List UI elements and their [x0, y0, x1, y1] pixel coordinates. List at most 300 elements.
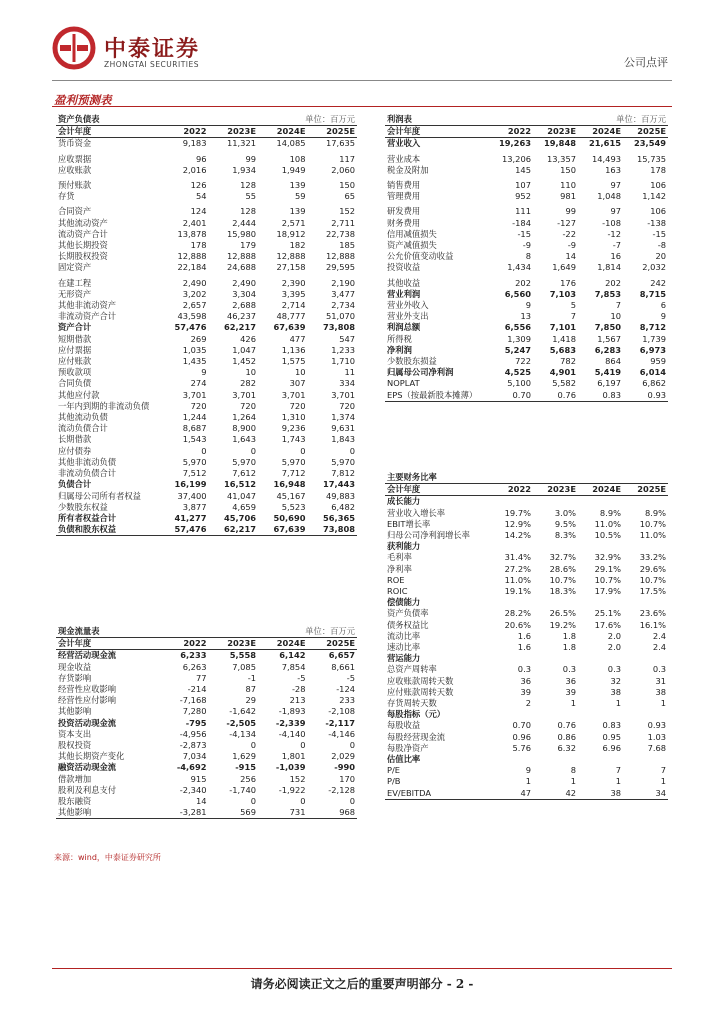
row-label: 销售费用: [387, 180, 421, 191]
table-row: [385, 720, 668, 731]
row-value: 1,136: [281, 344, 306, 355]
row-label: 营业利润: [387, 288, 421, 299]
row-value: 150: [339, 180, 356, 191]
row-value: 59: [294, 191, 306, 202]
row-value: 9,183: [182, 138, 207, 149]
row-value: 18,912: [276, 228, 306, 239]
row-value: 15,980: [226, 228, 256, 239]
row-value: 7,103: [549, 288, 576, 299]
row-value: 19,263: [498, 138, 531, 149]
row-value: 24,688: [226, 262, 256, 273]
row-value: 50,690: [273, 512, 306, 523]
table-row: [385, 218, 668, 229]
row-value: 1,048: [597, 191, 621, 202]
row-value: 22,184: [177, 262, 207, 273]
table-row: [56, 138, 357, 150]
row-label: 其他长期投资: [58, 240, 108, 251]
row-value: 426: [240, 333, 256, 344]
row-value: 1,142: [642, 191, 667, 202]
row-value: 1: [615, 698, 621, 709]
row-value: 9: [201, 367, 207, 378]
row-label: 应付账款: [58, 356, 92, 367]
table-row: [385, 154, 668, 165]
row-value: 38: [578, 788, 623, 800]
row-value: 3,202: [182, 288, 207, 299]
table-row: [56, 278, 357, 289]
row-value: 42: [533, 788, 578, 800]
row-value: 29,595: [326, 262, 356, 273]
table-row: [385, 367, 668, 378]
row-value: 2,390: [281, 277, 306, 288]
row-value: 8.3%: [554, 530, 576, 541]
row-value: 5: [570, 300, 576, 311]
row-value: 0.3: [517, 664, 531, 675]
row-value: 1,649: [552, 262, 576, 273]
row-label: 固定资产: [58, 262, 92, 273]
row-value: 16,512: [223, 479, 256, 490]
table-row: [385, 356, 668, 367]
row-label: 获利能力: [387, 541, 421, 552]
row-value: 5,558: [229, 650, 256, 661]
row-value: 32.7%: [549, 552, 576, 563]
section-subheader-row: [385, 653, 668, 664]
row-value: 720: [339, 400, 356, 411]
row-label: 短期借款: [58, 333, 92, 344]
table-row: [385, 508, 668, 519]
column-header: 2024E: [578, 484, 623, 496]
row-value: 33.2%: [639, 552, 667, 563]
row-label: 应付账款周转天数: [387, 686, 454, 697]
table-row: [385, 206, 668, 217]
table-header-row: [385, 484, 668, 496]
row-value: -138: [647, 217, 667, 228]
table-row: [56, 262, 357, 273]
row-value: 97: [610, 180, 621, 191]
row-value: 1: [615, 776, 621, 787]
table-row: [385, 191, 668, 202]
row-value: 5,247: [504, 344, 531, 355]
row-value: 11,321: [226, 138, 256, 149]
row-value: 7: [570, 311, 576, 322]
row-value: 6,482: [331, 501, 356, 512]
table-row: [56, 218, 357, 229]
row-value: -1,893: [278, 706, 306, 717]
row-value: [488, 496, 533, 508]
row-value: 124: [190, 206, 207, 217]
table-row: [56, 378, 357, 389]
row-label: 其他收益: [387, 277, 421, 288]
row-value: 720: [240, 400, 256, 411]
table-row: [56, 434, 357, 445]
row-value: 8.9%: [599, 507, 621, 518]
row-value: 8,661: [331, 661, 356, 672]
row-value: 12,888: [226, 251, 256, 262]
section-subheader-row: [385, 709, 668, 720]
row-value: 73,808: [308, 524, 358, 536]
row-value: 6,283: [594, 344, 621, 355]
section-subheader-row: [385, 541, 668, 552]
row-value: 99: [245, 153, 256, 164]
row-value: -1,740: [229, 784, 256, 795]
row-label: 税金及附加: [387, 164, 429, 175]
row-value: 1,418: [552, 333, 576, 344]
row-value: 23.6%: [639, 608, 667, 619]
row-label: 货币资金: [58, 138, 92, 149]
brand-name-cn: 中泰证券: [104, 36, 201, 62]
row-value: 0: [250, 796, 256, 807]
row-label: 信用减值损失: [387, 228, 437, 239]
row-label: 经营性应收影响: [58, 684, 117, 695]
row-value: 65: [344, 191, 356, 202]
row-value: 1.8: [562, 642, 576, 653]
row-value: 152: [339, 206, 356, 217]
table-header-row: [56, 638, 357, 650]
section-divider: [52, 106, 672, 107]
row-label: 负债合计: [58, 479, 92, 490]
row-value: 722: [515, 356, 531, 367]
row-value: [533, 709, 578, 720]
table-row: [385, 564, 668, 575]
row-value: 7,612: [232, 468, 256, 479]
row-value: 8,900: [232, 423, 256, 434]
row-value: 213: [289, 695, 306, 706]
row-label: 股东融资: [58, 796, 92, 807]
row-label: 营业收入增长率: [387, 507, 446, 518]
row-value: 16,199: [174, 479, 207, 490]
row-value: 39: [565, 686, 576, 697]
table-row: [385, 687, 668, 698]
row-label: 净利润: [387, 344, 412, 355]
table-row: [56, 334, 357, 345]
row-value: 8,712: [639, 322, 667, 333]
row-value: 1.6: [517, 642, 531, 653]
column-header: 2023E: [533, 484, 578, 496]
row-value: 7,812: [331, 468, 356, 479]
row-value: 6,197: [597, 378, 621, 389]
column-header: 2025E: [308, 126, 358, 138]
row-label: 资产减值损失: [387, 240, 437, 251]
row-label: 股利及利息支付: [58, 784, 117, 795]
row-value: [533, 541, 578, 552]
row-value: -990: [334, 762, 356, 773]
row-label: 投资收益: [387, 262, 421, 273]
row-value: 1,739: [642, 333, 667, 344]
row-value: 16,948: [273, 479, 306, 490]
column-header: 2023E: [209, 638, 259, 650]
table-row: [385, 765, 668, 776]
section-subheader-row: [385, 754, 668, 765]
row-value: 1.6: [517, 630, 531, 641]
row-value: 7,512: [182, 468, 207, 479]
row-label: 财务费用: [387, 217, 421, 228]
row-value: 2,444: [232, 217, 256, 228]
row-value: 233: [339, 695, 356, 706]
row-value: 1,801: [281, 751, 306, 762]
row-value: 307: [289, 378, 306, 389]
column-header: 2022: [159, 126, 209, 138]
row-label: 流动比率: [387, 630, 421, 641]
row-value: 41,277: [174, 512, 207, 523]
row-value: 19.2%: [549, 619, 576, 630]
row-label: 营业外支出: [387, 311, 429, 322]
row-value: [623, 709, 668, 720]
row-value: 274: [190, 378, 207, 389]
row-value: 41,047: [226, 490, 256, 501]
row-label: 预付账款: [58, 180, 92, 191]
row-value: 9: [660, 311, 667, 322]
row-label: 所有者权益合计: [58, 512, 117, 523]
row-value: 547: [339, 333, 356, 344]
row-label: 长期借款: [58, 434, 92, 445]
row-value: 14: [565, 251, 576, 262]
row-label: 归属母公司所有者权益: [58, 490, 141, 501]
row-value: 4,525: [504, 367, 531, 378]
row-label: 研发费用: [387, 206, 421, 217]
row-value: 5,970: [331, 456, 356, 467]
row-value: 20: [655, 251, 667, 262]
column-header: 会计年度: [385, 484, 488, 496]
row-value: 26.5%: [549, 608, 576, 619]
row-value: 5.76: [512, 742, 531, 753]
row-value: 49,883: [326, 490, 356, 501]
table-row: [385, 251, 668, 262]
table-row: [56, 524, 357, 536]
table-header-row: [385, 126, 668, 138]
row-value: 7: [615, 300, 621, 311]
table-row: [385, 732, 668, 743]
row-value: -4,140: [278, 728, 306, 739]
row-value: 8,687: [182, 423, 207, 434]
row-value: 0.76: [533, 390, 578, 402]
row-value: [623, 653, 668, 664]
row-value: 7,853: [594, 288, 621, 299]
row-value: 38: [655, 686, 667, 697]
row-value: 2: [525, 698, 531, 709]
table-row: [385, 788, 668, 800]
table-row: [385, 676, 668, 687]
row-value: 2,714: [281, 300, 306, 311]
table-row: [56, 785, 357, 796]
row-value: 1,244: [182, 412, 207, 423]
table-row: [56, 423, 357, 434]
table-row: [385, 229, 668, 240]
table-row: [385, 642, 668, 653]
row-value: 17,443: [323, 479, 356, 490]
row-value: [488, 653, 533, 664]
row-value: 1,934: [232, 164, 256, 175]
row-value: 2.4: [652, 630, 667, 641]
row-value: 864: [605, 356, 621, 367]
row-label: 归母公司净利润增长率: [387, 530, 470, 541]
row-value: 47: [488, 788, 533, 800]
row-value: 3,701: [281, 389, 306, 400]
row-value: 1,264: [232, 412, 256, 423]
table-row: [385, 608, 668, 619]
row-value: 7,854: [281, 661, 306, 672]
table-row: [385, 390, 668, 402]
row-value: [533, 597, 578, 608]
row-value: 1: [570, 776, 576, 787]
table-row: [56, 345, 357, 356]
row-value: 10: [245, 367, 256, 378]
row-value: -214: [187, 684, 207, 695]
row-value: 10.7%: [594, 574, 621, 585]
row-value: 2,032: [642, 262, 667, 273]
table-row: [385, 664, 668, 675]
row-value: 11: [344, 367, 356, 378]
row-label: 每股经营现金流: [387, 731, 446, 742]
balance-sheet-table: [56, 114, 357, 536]
row-value: 51,070: [326, 311, 356, 322]
row-value: 12,888: [177, 251, 207, 262]
row-value: 3,395: [281, 288, 306, 299]
row-value: 55: [245, 191, 256, 202]
row-value: 87: [245, 684, 256, 695]
row-value: -12: [607, 228, 621, 239]
table-row: [56, 251, 357, 262]
row-label: EPS（按最新股本摊薄）: [385, 390, 488, 402]
table-row: [56, 240, 357, 251]
row-value: -184: [512, 217, 531, 228]
column-header: 2025E: [623, 484, 668, 496]
row-value: 14: [195, 796, 207, 807]
row-value: 1,310: [281, 412, 306, 423]
row-value: -4,956: [179, 728, 207, 739]
table-row: [56, 289, 357, 300]
table-row: [56, 180, 357, 191]
row-value: 1,434: [507, 262, 531, 273]
row-value: 73,808: [323, 322, 356, 333]
row-label: 其他流动资产: [58, 217, 108, 228]
row-value: 12.9%: [504, 518, 531, 529]
row-value: 17.6%: [594, 619, 621, 630]
row-value: -127: [557, 217, 576, 228]
row-label: 每股收益: [387, 720, 421, 731]
row-value: 1,629: [232, 751, 256, 762]
row-label: 应收账款: [58, 164, 92, 175]
table-unit: 单位：百万元: [533, 114, 668, 126]
row-value: 37,400: [177, 490, 207, 501]
row-label: 资产合计: [58, 322, 92, 333]
row-value: 981: [560, 191, 576, 202]
table-title-row: [56, 626, 357, 638]
table-row: [385, 519, 668, 530]
row-value: 34: [623, 788, 668, 800]
table-row: [56, 322, 357, 333]
row-label: EBIT增长率: [387, 518, 431, 529]
column-header: 2025E: [623, 126, 668, 138]
row-value: [578, 653, 623, 664]
row-value: 2,490: [182, 277, 207, 288]
row-value: 107: [515, 180, 531, 191]
table-title-row: [385, 114, 668, 126]
row-value: 106: [650, 206, 667, 217]
row-value: 45,167: [276, 490, 306, 501]
row-value: 8: [525, 251, 531, 262]
row-value: 25.1%: [594, 608, 621, 619]
row-label: P/E: [387, 765, 401, 776]
table-row: [385, 552, 668, 563]
row-value: 2,734: [331, 300, 356, 311]
row-label: 所得税: [387, 333, 412, 344]
table-unit: 单位：百万元: [209, 114, 358, 126]
column-header: 会计年度: [56, 126, 159, 138]
row-value: 6,657: [328, 650, 356, 661]
row-value: 185: [339, 240, 356, 251]
row-value: 8,715: [639, 288, 667, 299]
row-label: 每股指标（元）: [387, 709, 446, 720]
row-label: 归属母公司净利润: [387, 367, 454, 378]
source-note: 来源：wind，中泰证券研究所: [54, 853, 161, 862]
row-value: 2,657: [182, 300, 207, 311]
row-value: 1,435: [182, 356, 207, 367]
row-label: 长期股权投资: [58, 251, 108, 262]
row-value: 3,477: [331, 288, 356, 299]
row-value: 179: [240, 240, 256, 251]
row-label: 成长能力: [387, 496, 421, 507]
row-value: 11.0%: [504, 574, 531, 585]
row-value: 0.76: [557, 720, 576, 731]
row-label: 速动比率: [387, 642, 421, 653]
table-row: [56, 662, 357, 673]
row-value: -4,146: [328, 728, 356, 739]
row-label: 应收账款周转天数: [387, 675, 454, 686]
row-label: 其他应付款: [58, 389, 100, 400]
row-value: 22,738: [326, 228, 356, 239]
table-row: [56, 457, 357, 468]
row-value: 0.3: [607, 664, 621, 675]
row-value: 1,374: [331, 412, 356, 423]
section-subheader-row: [385, 597, 668, 608]
row-label: 净利率: [387, 563, 412, 574]
row-value: 5,970: [182, 456, 207, 467]
row-value: 38: [610, 686, 621, 697]
column-header: 2024E: [258, 638, 308, 650]
row-value: 8: [570, 765, 576, 776]
row-value: 5,523: [281, 501, 306, 512]
table-row: [385, 311, 668, 322]
row-value: 117: [339, 153, 356, 164]
row-value: 6: [660, 300, 667, 311]
table-row: [56, 807, 357, 819]
table-row: [385, 586, 668, 597]
table-title: 利润表: [385, 114, 533, 126]
table-row: [56, 206, 357, 217]
row-value: 128: [240, 180, 256, 191]
row-value: 10.5%: [594, 530, 621, 541]
row-label: 其他长期资产变化: [58, 751, 125, 762]
row-value: 1: [660, 698, 667, 709]
row-value: 0: [349, 796, 356, 807]
row-label: ROE: [387, 574, 405, 585]
row-label: NOPLAT: [387, 378, 420, 389]
footer-divider: [52, 968, 672, 969]
row-label: 资产负债率: [387, 608, 429, 619]
row-value: 959: [650, 356, 667, 367]
table-row: [385, 289, 668, 300]
row-value: 111: [515, 206, 531, 217]
row-value: 1,567: [597, 333, 621, 344]
row-value: -2,128: [328, 784, 356, 795]
row-value: -108: [602, 217, 621, 228]
row-value: 6.96: [602, 742, 621, 753]
row-value: 3,701: [331, 389, 356, 400]
row-value: 1,743: [281, 434, 306, 445]
row-value: 13: [520, 311, 531, 322]
row-value: 282: [240, 378, 256, 389]
row-value: 3,304: [232, 288, 256, 299]
row-value: 0.95: [602, 731, 621, 742]
